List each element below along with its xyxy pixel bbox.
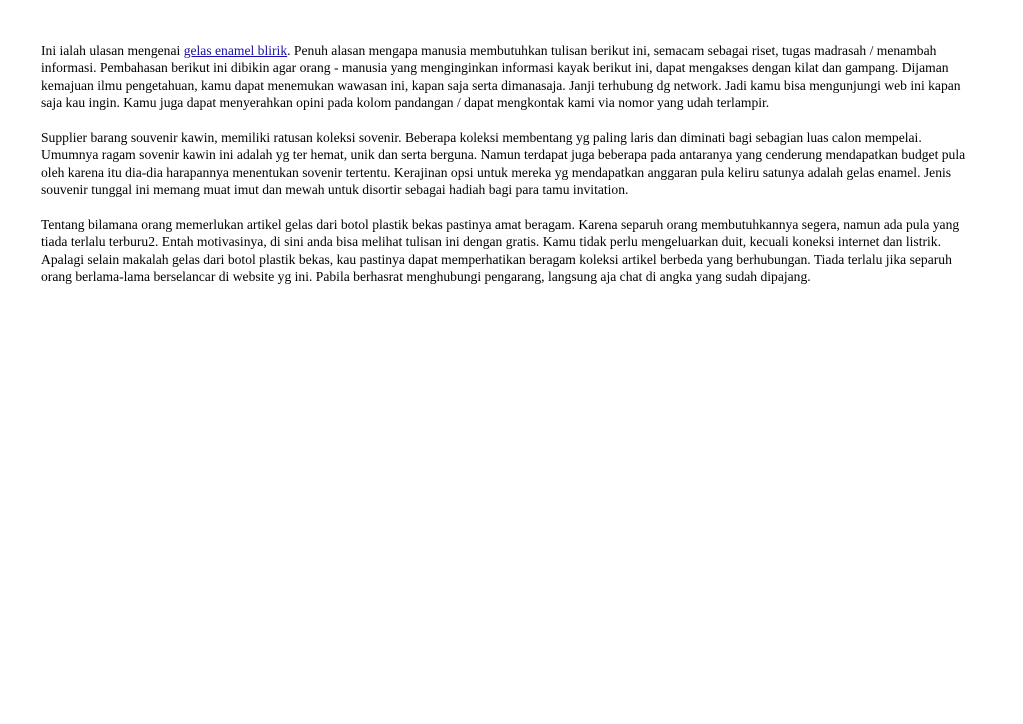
paragraph-souvenir: Supplier barang souvenir kawin, memiliki ratusan koleksi sovenir. Beberapa koleksi membentang yg paling laris dan diminati bagi sebagian luas calon mempelai. Umumnya ragam sovenir kawin ini adalah yg ter hemat, unik dan serta berguna. Namun terdapat juga beberapa pada antaranya yang cenderung mendapatkan budget pula oleh karena itu dia-dia harapannya menentukan sovenir tertentu. Kerajinan opsi untuk mereka yg mendapatkan anggaran pula keliru satunya adalah gelas enamel. Jenis souvenir tunggal ini memang muat imut dan mewah untuk disortir sebagai hadiah bagi para tamu invitation. — [41, 130, 966, 198]
gelas-enamel-blirik-link[interactable]: gelas enamel blirik — [183, 43, 288, 58]
paragraph-intro — [41, 42, 981, 112]
paragraph-botol-plastik: Tentang bilamana orang memerlukan artikel gelas dari botol plastik bekas pastinya amat beragam. Karena separuh orang membutuhkannya segera, namun ada pula yang tiada terlalu terburu2. Entah motivasinya, di sini anda bisa melihat tulisan ini dengan gratis. Kamu tidak perlu mengeluarkan duit, kecuali koneksi internet dan listrik. Apalagi selain makalah gelas dari botol plastik bekas, kau pastinya dapat memperhatikan beragam koleksi artikel berbeda yang berhubungan. Tiada terlalu jika separuh orang berlama-lama berselancar di website yg ini. Pabila berhasrat menghubungi pengarang, langsung aja chat di angka yang sudah dipajang. — [41, 217, 960, 285]
intro-text-before-link: Ini ialah ulasan mengenai — [41, 43, 184, 58]
document-body — [41, 42, 981, 303]
intro-text-after-link: . Penuh alasan mengapa manusia membutuhkan tulisan berikut ini, semacam sebagai riset, tugas madrasah / menambah informasi. Pembahasan berikut ini dibikin agar orang - manusia yang menginginkan informasi kayak berikut ini, dapat mengakses dengan kilat dan gampang. Dijaman kemajuan ilmu pengetahuan, kamu dapat menemukan wawasan ini, kapan saja serta dimanasaja. Janji terhubung dg network. Jadi kamu bisa mengunjungi web ini kapan saja kau ingin. Kamu juga dapat menyerahkan opini pada kolom pandangan / dapat mengkontak kami via nomor yang udah terlampir. — [41, 43, 961, 111]
